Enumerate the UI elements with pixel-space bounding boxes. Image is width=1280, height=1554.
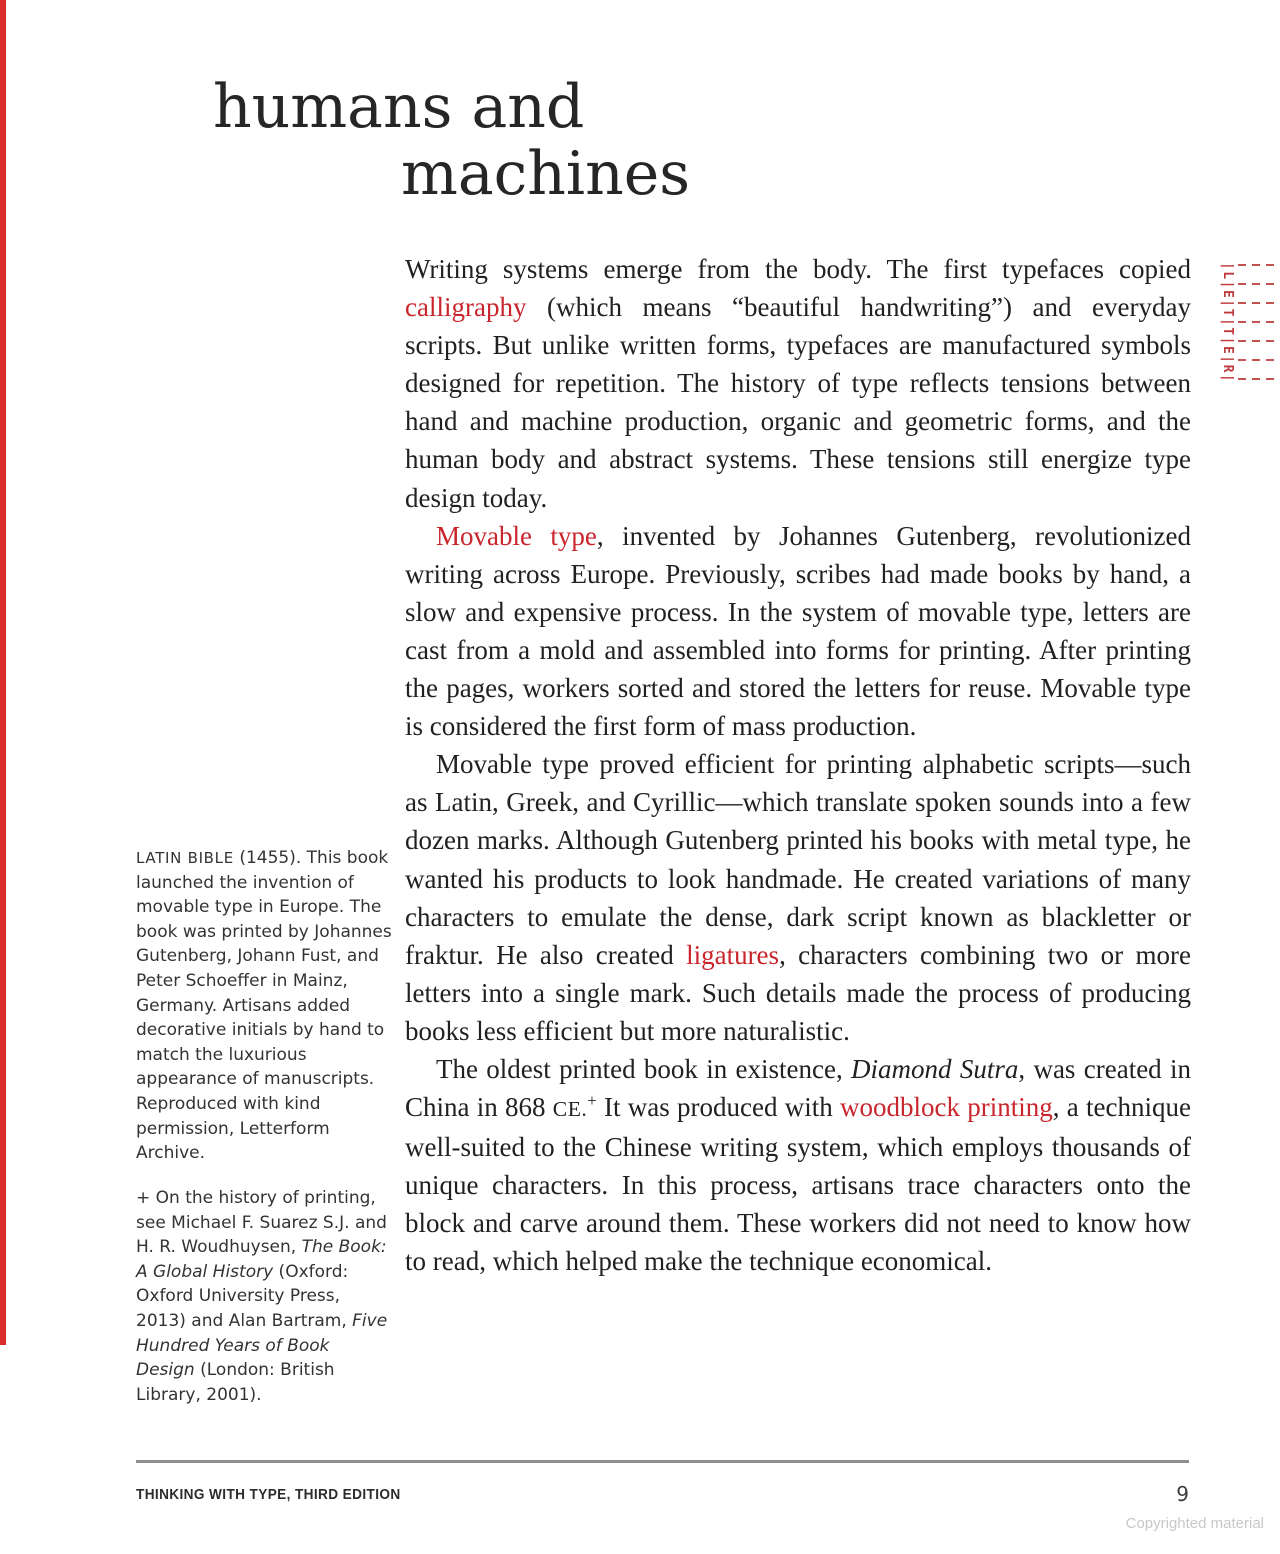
term-woodblock-printing: woodblock printing — [840, 1092, 1053, 1123]
cited-book-title: Five Hundred Years of Book Design — [136, 1310, 388, 1381]
running-footer-book-title: THINKING WITH TYPE, THIRD EDITION — [136, 1487, 401, 1503]
footer-divider-rule — [136, 1460, 1189, 1463]
text-run: , a technique well-suited to the Chinese writing system, which employs thousands of unique characters. In this process, artisans trace characters onto the block and carve around them. These workers did not need to know how to read, which helped make the technique economical. — [405, 1092, 1191, 1277]
copyrighted-material-watermark: Copyrighted material — [1125, 1515, 1264, 1532]
text-run: Writing systems emerge from the body. The first typefaces copied — [405, 254, 1191, 284]
chapter-title — [213, 74, 690, 208]
era-smallcaps: CE. — [552, 1097, 588, 1122]
footnote-text: (London: British Library, 2001). — [136, 1360, 335, 1405]
edge-dash-line — [1238, 340, 1280, 342]
text-run: Movable type proved efficient for printing alphabetic scripts—such as Latin, Greek, and Cyrillic—which translate spoken sounds into a few dozen marks. Although Gutenberg printed his books with metal type, he wanted his products to look handmade. He created variations of many characters to emulate the dense, dark script known as blackletter or fraktur. He also created — [405, 749, 1191, 970]
text-run: , invented by Johannes Gutenberg, revolutionized writing across Europe. Previously, scribes had made books by hand, a slow and expensive process. In the system of movable type, letters are cast from a mold and assembled into forms for printing. After printing the pages, workers sorted and stored the letters for reuse. Movable type is considered the first form of mass production. — [405, 520, 1191, 742]
edge-dash-line — [1238, 378, 1280, 380]
book-title-diamond-sutra: Diamond Sutra — [851, 1053, 1019, 1084]
text-run: It was produced with — [596, 1092, 841, 1123]
caption-lead-smallcaps: LATIN BIBLE — [136, 849, 234, 867]
page-number: 9 — [1176, 1482, 1189, 1506]
edge-dash-line — [1238, 359, 1280, 361]
paragraph-alphabetic-scripts — [405, 745, 1191, 1050]
text-run: , characters combining two or more letters into a single mark. Such details made the process of producing books less efficient but more naturalistic. — [405, 939, 1191, 1046]
term-ligatures: ligatures — [686, 939, 780, 970]
edge-dash-line — [1238, 264, 1280, 266]
red-edge-bleed-bar — [0, 0, 6, 1345]
cited-book-title: The Book: A Global History — [136, 1237, 387, 1282]
chapter-title-line1: humans and — [213, 72, 585, 142]
text-run: (which means “beautiful handwriting”) and everyday scripts. But unlike written forms, typefaces are manufactured symbols designed for repetition. The history of type reflects tensions between hand and machine production, organic and geometric forms, and the human body and abstract systems. These tensions still energize type design today. — [405, 292, 1191, 513]
text-run: , was created in China in 868 — [405, 1053, 1191, 1123]
image-caption-latin-bible — [136, 846, 392, 1166]
footnote-history-of-printing — [136, 1186, 392, 1407]
footnote-text: + On the history of printing, see Michael F. Suarez S.J. and H. R. Woudhuysen, — [136, 1188, 387, 1258]
chapter-title-line2: machines — [401, 139, 691, 209]
letter-tab-vertical-text: |L|E|T|T|E|R| — [1220, 262, 1235, 384]
text-run: The oldest printed book in existence, — [436, 1053, 852, 1084]
edge-dash-line — [1238, 321, 1280, 323]
edge-dash-line — [1238, 283, 1280, 285]
term-movable-type: Movable type — [436, 520, 597, 551]
paragraph-diamond-sutra — [405, 1050, 1191, 1281]
paragraph-movable-type — [405, 517, 1191, 746]
main-text-column — [405, 250, 1191, 1281]
letter-section-edge-tab — [1216, 262, 1280, 400]
term-calligraphy: calligraphy — [405, 292, 527, 323]
footnote-text: (Oxford: Oxford University Press, 2013) and Alan Bartram, — [136, 1261, 353, 1331]
footnote-marker: + — [587, 1091, 597, 1111]
paragraph-writing-systems — [405, 250, 1191, 517]
caption-text: (1455). This book launched the invention of movable type in Europe. The book was printed by Johannes Gutenberg, Johann Fust, and Peter Schoeffer in Mainz, Germany. Artisans added decorative initials by hand to match the luxurious appearance of manuscripts. Reproduced with kind permission, Letterform Archive. — [136, 848, 392, 1164]
edge-dash-line — [1238, 302, 1280, 304]
